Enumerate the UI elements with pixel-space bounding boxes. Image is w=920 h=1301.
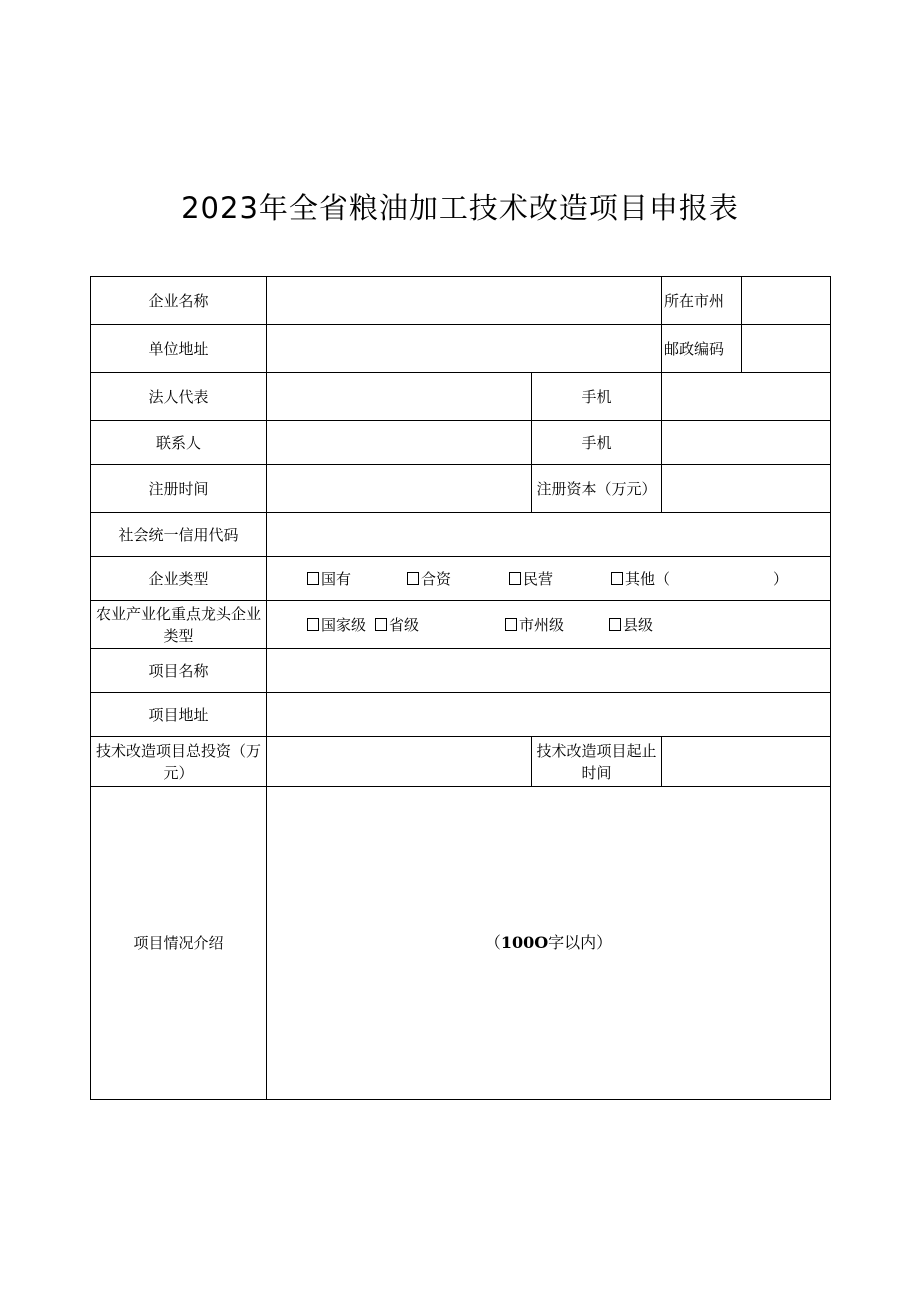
checkbox-icon[interactable] [611,572,623,585]
label-phone-1: 手机 [532,373,662,421]
label-reg-time: 注册时间 [91,465,267,513]
label-company-type: 企业类型 [91,557,267,601]
period-field[interactable] [662,737,831,787]
label-leading-type: 农业产业化重点龙头企业类型 [91,601,267,649]
label-period: 技术改造项目起止时间 [532,737,662,787]
label-credit-code: 社会统一信用代码 [91,513,267,557]
option-national[interactable]: 国家级 [307,614,375,636]
label-intro: 项目情况介绍 [91,787,267,1100]
contact-field[interactable] [267,421,532,465]
checkbox-icon[interactable] [307,572,319,585]
label-legal-rep: 法人代表 [91,373,267,421]
page-title: 2023年全省粮油加工技术改造项目申报表 [181,191,739,225]
checkbox-icon[interactable] [307,618,319,631]
reg-capital-field[interactable] [662,465,831,513]
option-joint-venture[interactable]: 合资 [407,568,509,590]
phone-1-field[interactable] [662,373,831,421]
option-city[interactable]: 市州级 [505,614,609,636]
label-reg-capital: 注册资本（万元） [532,465,662,513]
application-form-table [90,276,831,1100]
label-phone-2: 手机 [532,421,662,465]
intro-field[interactable]: （100O字以内） [267,787,831,1100]
total-invest-field[interactable] [267,737,532,787]
option-other[interactable]: 其他（ [611,568,773,590]
checkbox-icon[interactable] [407,572,419,585]
intro-char-limit: 100O [500,933,549,952]
label-city: 所在市州 [662,277,742,325]
checkbox-icon[interactable] [505,618,517,631]
label-postcode: 邮政编码 [662,325,742,373]
company-name-field[interactable] [267,277,662,325]
address-field[interactable] [267,325,662,373]
checkbox-icon[interactable] [509,572,521,585]
credit-code-field[interactable] [267,513,831,557]
option-state-owned[interactable]: 国有 [307,568,407,590]
label-project-address: 项目地址 [91,693,267,737]
option-county[interactable]: 县级 [609,614,653,636]
company-type-options [267,557,831,601]
label-total-invest: 技术改造项目总投资（万元） [91,737,267,787]
option-private[interactable]: 民营 [509,568,611,590]
label-address: 单位地址 [91,325,267,373]
checkbox-icon[interactable] [375,618,387,631]
label-project-name: 项目名称 [91,649,267,693]
checkbox-icon[interactable] [609,618,621,631]
label-company-name: 企业名称 [91,277,267,325]
legal-rep-field[interactable] [267,373,532,421]
project-name-field[interactable] [267,649,831,693]
city-field[interactable] [742,277,831,325]
project-address-field[interactable] [267,693,831,737]
postcode-field[interactable] [742,325,831,373]
phone-2-field[interactable] [662,421,831,465]
reg-time-field[interactable] [267,465,532,513]
leading-type-options [267,601,831,649]
option-other-close: ） [773,569,789,588]
label-contact: 联系人 [91,421,267,465]
option-provincial[interactable]: 省级 [375,614,505,636]
